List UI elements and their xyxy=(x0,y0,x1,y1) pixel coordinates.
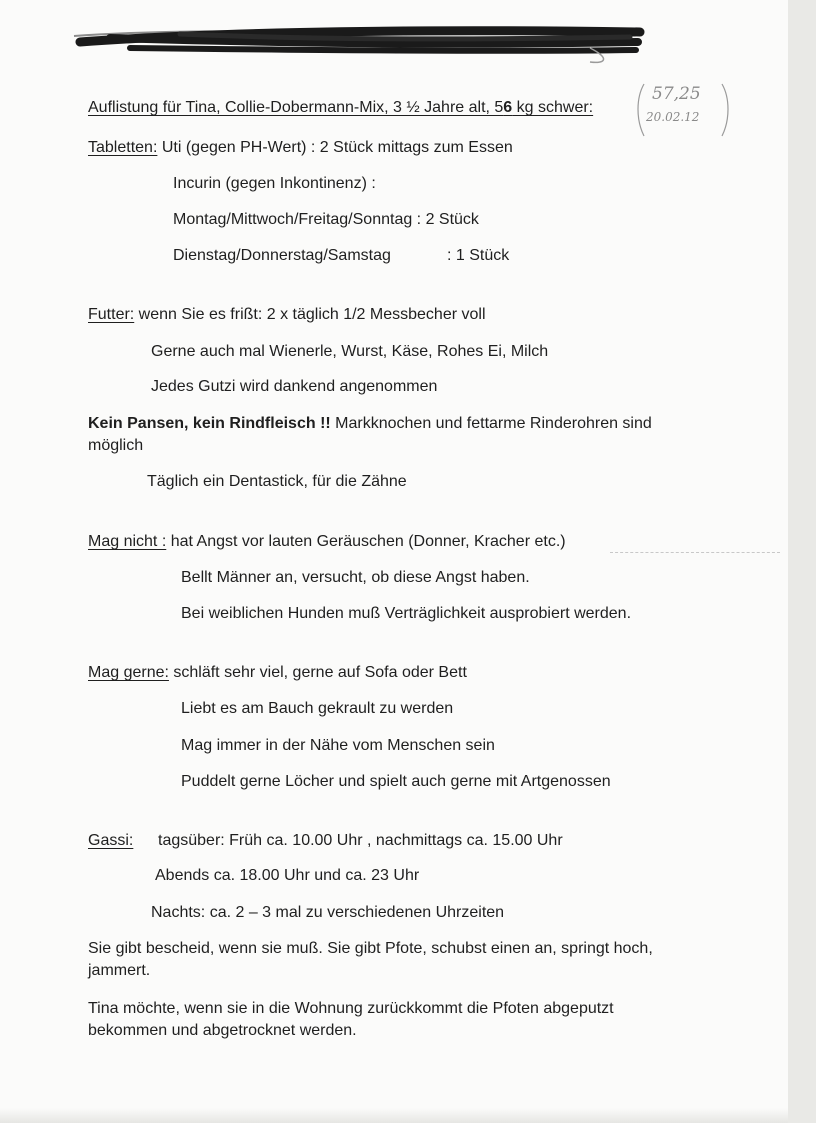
pfoten-line-1: Tina möchte, wenn sie in die Wohnung zurückkommt die Pfoten abgeputzt xyxy=(88,1000,614,1017)
futter-warning-bold: Kein Pansen, kein Rindfleisch !! xyxy=(88,415,331,432)
tabletten-line-4a: Dienstag/Donnerstag/Samstag xyxy=(173,247,391,264)
scan-edge xyxy=(788,0,816,1123)
mag-gerne-line-1: Mag gerne: schläft sehr viel, gerne auf Sofa oder Bett xyxy=(88,664,467,681)
mag-gerne-line-3: Mag immer in der Nähe vom Menschen sein xyxy=(181,737,495,754)
mag-nicht-line-1: Mag nicht : hat Angst vor lauten Geräuschen (Donner, Kracher etc.) xyxy=(88,533,566,550)
tabletten-line-1: Tabletten: Uti (gegen PH-Wert) : 2 Stück mittags zum Essen xyxy=(88,139,513,156)
gassi-line-2: Abends ca. 18.00 Uhr und ca. 23 Uhr xyxy=(155,867,420,884)
futter-line-1: Futter: wenn Sie es frißt: 2 x täglich 1/2 Messbecher voll xyxy=(88,306,486,323)
handwritten-weight: 57,25 xyxy=(652,84,701,104)
tabletten-line-2: Incurin (gegen Inkontinenz) : xyxy=(173,175,376,192)
mag-nicht-line-2: Bellt Männer an, versucht, ob diese Angst haben. xyxy=(181,569,530,586)
document-title: Auflistung für Tina, Collie-Dobermann-Mix, 3 ½ Jahre alt, 56 kg schwer: xyxy=(88,99,594,116)
futter-label: Futter: xyxy=(88,306,135,323)
tabletten-line-3: Montag/Mittwoch/Freitag/Sonntag : 2 Stück xyxy=(173,211,479,228)
futter-warning: Kein Pansen, kein Rindfleisch !! Markknochen und fettarme Rinderohren sind xyxy=(88,415,652,432)
mag-gerne-label: Mag gerne: xyxy=(88,664,169,681)
gassi-label: Gassi: xyxy=(88,832,134,849)
futter-line-3: Jedes Gutzi wird dankend angenommen xyxy=(151,378,438,395)
tabletten-line-4b: : 1 Stück xyxy=(447,247,510,264)
mag-gerne-line-4: Puddelt gerne Löcher und spielt auch gerne mit Artgenossen xyxy=(181,773,611,790)
pfoten-line-2: bekommen und abgetrocknet werden. xyxy=(88,1022,357,1039)
futter-warning-line-2: möglich xyxy=(88,437,144,454)
bescheid-line-1: Sie gibt bescheid, wenn sie muß. Sie gibt Pfote, schubst einen an, springt hoch, xyxy=(88,940,653,957)
futter-line-5: Täglich ein Dentastick, für die Zähne xyxy=(147,473,407,490)
futter-line-2: Gerne auch mal Wienerle, Wurst, Käse, Rohes Ei, Milch xyxy=(151,343,549,360)
handwritten-date: 20.02.12 xyxy=(646,110,700,124)
redaction-scribble xyxy=(70,12,650,67)
scan-bottom-shadow xyxy=(0,1108,788,1123)
gassi-line-3: Nachts: ca. 2 – 3 mal zu verschiedenen Uhrzeiten xyxy=(151,904,505,921)
mag-nicht-label: Mag nicht : xyxy=(88,533,167,550)
tabletten-label: Tabletten: xyxy=(88,139,158,156)
mag-nicht-line-3: Bei weiblichen Hunden muß Verträglichkeit ausprobiert werden. xyxy=(181,605,632,622)
corrected-digit: 6 xyxy=(503,99,513,116)
faint-scan-line xyxy=(610,552,780,553)
gassi-line-1: tagsüber: Früh ca. 10.00 Uhr , nachmittags ca. 15.00 Uhr xyxy=(158,832,563,849)
bescheid-line-2: jammert. xyxy=(88,962,151,979)
mag-gerne-line-2: Liebt es am Bauch gekrault zu werden xyxy=(181,700,454,717)
